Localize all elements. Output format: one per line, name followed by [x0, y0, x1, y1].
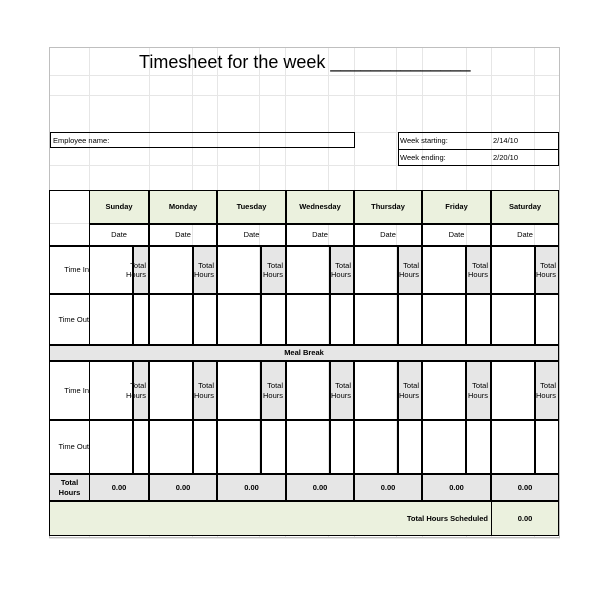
day-header-saturday: Saturday [491, 190, 559, 224]
entry-cell[interactable] [133, 294, 149, 345]
day-header-tuesday: Tuesday [217, 190, 286, 224]
row-header-spacer [49, 190, 90, 246]
total-hours-cell: Total Hours [535, 361, 559, 420]
time-out-entry-tuesday[interactable] [217, 294, 261, 345]
total-hours-cell: Total Hours [535, 246, 559, 294]
entry-cell[interactable] [193, 420, 217, 474]
total-hours-cell: Total Hours [261, 246, 286, 294]
time-out-entry-wednesday[interactable] [286, 420, 330, 474]
time-out-entry-sunday[interactable] [89, 420, 133, 474]
date-cell-friday[interactable]: Date [422, 224, 491, 246]
daily-total-friday: 0.00 [422, 474, 491, 501]
entry-cell[interactable] [466, 294, 491, 345]
day-header-friday: Friday [422, 190, 491, 224]
time-out-entry-monday[interactable] [149, 294, 193, 345]
entry-cell[interactable] [330, 420, 354, 474]
time-in-entry-saturday[interactable] [491, 361, 535, 420]
daily-total-monday: 0.00 [149, 474, 217, 501]
time-in-entry-thursday[interactable] [354, 246, 398, 294]
day-header-wednesday: Wednesday [286, 190, 354, 224]
time-out-entry-tuesday[interactable] [217, 420, 261, 474]
total-hours-cell: Total Hours [398, 361, 422, 420]
time-out-entry-thursday[interactable] [354, 294, 398, 345]
daily-total-sunday: 0.00 [89, 474, 149, 501]
total-hours-cell: Total Hours [330, 361, 354, 420]
time-in-entry-tuesday[interactable] [217, 246, 261, 294]
date-cell-sunday[interactable]: Date [89, 224, 149, 246]
week-ending-label: Week ending: [400, 153, 446, 162]
total-hours-scheduled-value: 0.00 [491, 501, 559, 536]
entry-cell[interactable] [133, 420, 149, 474]
total-hours-cell: Total Hours [398, 246, 422, 294]
time-in-entry-friday[interactable] [422, 246, 466, 294]
meal-break-row: Meal Break [49, 345, 559, 361]
total-hours-cell: Total Hours [193, 361, 217, 420]
time-in-entry-friday[interactable] [422, 361, 466, 420]
time-out-entry-saturday[interactable] [491, 420, 535, 474]
time-out-label: Time Out [49, 294, 90, 345]
entry-cell[interactable] [535, 294, 559, 345]
daily-total-saturday: 0.00 [491, 474, 559, 501]
time-in-entry-tuesday[interactable] [217, 361, 261, 420]
time-in-entry-monday[interactable] [149, 361, 193, 420]
total-hours-cell: Total Hours [466, 361, 491, 420]
total-hours-cell: Total Hours [133, 246, 149, 294]
time-out-entry-friday[interactable] [422, 294, 466, 345]
day-header-monday: Monday [149, 190, 217, 224]
time-in-entry-saturday[interactable] [491, 246, 535, 294]
date-cell-monday[interactable]: Date [149, 224, 217, 246]
time-out-entry-wednesday[interactable] [286, 294, 330, 345]
time-in-label: Time In [49, 361, 90, 420]
time-in-entry-monday[interactable] [149, 246, 193, 294]
time-out-entry-saturday[interactable] [491, 294, 535, 345]
total-hours-cell: Total Hours [133, 361, 149, 420]
entry-cell[interactable] [330, 294, 354, 345]
entry-cell[interactable] [466, 420, 491, 474]
week-ending-value[interactable]: 2/20/10 [493, 153, 519, 162]
date-cell-thursday[interactable]: Date [354, 224, 422, 246]
day-header-sunday: Sunday [89, 190, 149, 224]
date-cell-saturday[interactable]: Date [491, 224, 559, 246]
daily-total-tuesday: 0.00 [217, 474, 286, 501]
time-out-entry-friday[interactable] [422, 420, 466, 474]
entry-cell[interactable] [398, 420, 422, 474]
day-header-thursday: Thursday [354, 190, 422, 224]
entry-cell[interactable] [193, 294, 217, 345]
time-out-entry-sunday[interactable] [89, 294, 133, 345]
entry-cell[interactable] [261, 294, 286, 345]
total-hours-cell: Total Hours [330, 246, 354, 294]
daily-total-wednesday: 0.00 [286, 474, 354, 501]
employee-name-label: Employee name: [53, 136, 110, 145]
date-cell-tuesday[interactable]: Date [217, 224, 286, 246]
daily-total-thursday: 0.00 [354, 474, 422, 501]
total-hours-cell: Total Hours [193, 246, 217, 294]
sheet-title: Timesheet for the week ______________ [139, 52, 471, 72]
time-in-entry-wednesday[interactable] [286, 246, 330, 294]
week-starting-label: Week starting: [400, 136, 448, 145]
week-starting-value[interactable]: 2/14/10 [493, 136, 519, 145]
total-hours-scheduled-label: Total Hours Scheduled [406, 513, 488, 523]
date-cell-wednesday[interactable]: Date [286, 224, 354, 246]
time-out-label: Time Out [49, 420, 90, 474]
time-out-entry-monday[interactable] [149, 420, 193, 474]
time-in-entry-thursday[interactable] [354, 361, 398, 420]
entry-cell[interactable] [398, 294, 422, 345]
entry-cell[interactable] [535, 420, 559, 474]
total-hours-cell: Total Hours [261, 361, 286, 420]
entry-cell[interactable] [261, 420, 286, 474]
total-hours-row-label: Total Hours [49, 474, 90, 501]
time-in-label: Time In [49, 246, 90, 294]
total-hours-cell: Total Hours [466, 246, 491, 294]
time-in-entry-wednesday[interactable] [286, 361, 330, 420]
time-out-entry-thursday[interactable] [354, 420, 398, 474]
